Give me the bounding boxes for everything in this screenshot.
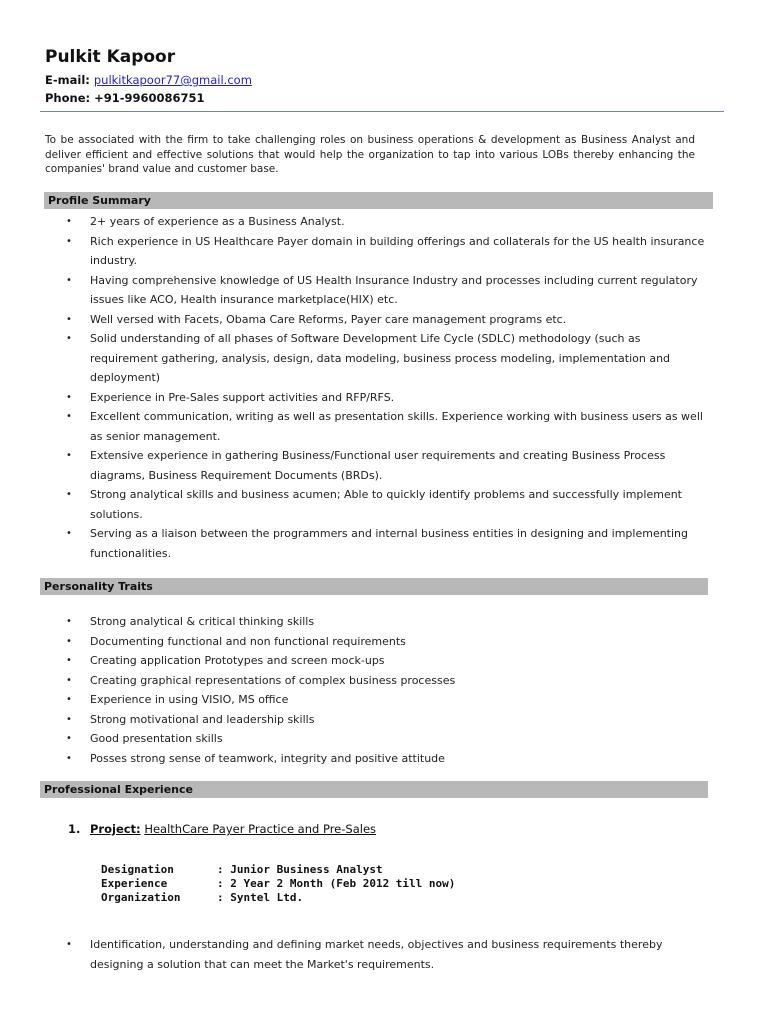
bullet-icon: • <box>66 674 72 686</box>
header-divider <box>40 111 724 112</box>
designation-value: : Junior Business Analyst <box>217 863 383 876</box>
project-number: 1. <box>68 822 81 836</box>
list-item: • Creating application Prototypes and screen mock-ups <box>45 651 709 671</box>
bullet-icon: • <box>66 694 72 705</box>
bullet-icon: • <box>66 489 72 500</box>
bullet-icon: • <box>66 313 72 325</box>
email-link[interactable]: pulkitkapoor77@gmail.com <box>93 73 252 87</box>
project-heading <box>68 822 376 836</box>
phone-line <box>45 91 205 105</box>
list-item: • Solid understanding of all phases of Software Development Life Cycle (SDLC) methodology (such as requirement gathering, analysis, design, data modeling, business process modeling, implementation and deployment) <box>45 329 709 388</box>
list-item: • Posses strong sense of teamwork, integrity and positive attitude <box>45 749 709 769</box>
section-personality-traits: Personality Traits <box>40 578 708 595</box>
list-item: • Having comprehensive knowledge of US Health Insurance Industry and processes including current regulatory issues like ACO, Health insurance marketplace(HIX) etc. <box>45 271 709 310</box>
candidate-name: Pulkit Kapoor <box>45 47 176 67</box>
experience-label: Experience <box>101 877 168 890</box>
section-profile-summary: Profile Summary <box>44 192 713 209</box>
list-item: • Rich experience in US Healthcare Payer domain in building offerings and collaterals for the US health insurance industry. <box>45 232 709 271</box>
project-label: Project: <box>90 822 141 836</box>
phone-number: +91-9960086751 <box>94 91 205 105</box>
email-label: E-mail: <box>45 73 94 87</box>
list-item: • Experience in using VISIO, MS office <box>45 690 709 710</box>
bullet-icon: • <box>66 216 72 227</box>
organization-row <box>101 891 455 905</box>
list-item: • Identification, understanding and defining market needs, objectives and business requirements thereby designing a solution that can meet the Market's requirements. <box>45 935 709 974</box>
bullet-icon: • <box>66 391 72 403</box>
phone-label: Phone: <box>45 91 95 105</box>
bullet-icon: • <box>66 274 72 286</box>
experience-row <box>101 877 455 891</box>
list-item: • 2+ years of experience as a Business Analyst. <box>45 212 709 232</box>
job-details <box>101 863 455 905</box>
organization-label: Organization <box>101 891 181 904</box>
list-item: • Creating graphical representations of complex business processes <box>45 671 709 691</box>
bullet-icon: • <box>66 733 72 744</box>
bullet-icon: • <box>66 635 72 647</box>
list-item: • Strong analytical skills and business acumen; Able to quickly identify problems and successfully implement solutions. <box>45 485 709 524</box>
bullet-icon: • <box>66 616 72 627</box>
personality-traits-list <box>45 612 709 768</box>
list-item: • Excellent communication, writing as well as presentation skills. Experience working with business users as well as senior management. <box>45 407 709 446</box>
objective-paragraph: To be associated with the firm to take challenging roles on business operations & development as Business Analyst and deliver efficient and effective solutions that would help the organization to tap into various LOBs thereby enhancing the companies' brand value and customer base. <box>45 134 695 175</box>
list-item: • Strong motivational and leadership skills <box>45 710 709 730</box>
list-item: • Strong analytical & critical thinking skills <box>45 612 709 632</box>
experience-list <box>45 935 709 974</box>
project-name: HealthCare Payer Practice and Pre-Sales <box>144 822 377 836</box>
experience-value: : 2 Year 2 Month (Feb 2012 till now) <box>217 877 456 890</box>
profile-summary-list <box>45 212 709 563</box>
list-item: • Documenting functional and non functional requirements <box>45 632 709 652</box>
bullet-icon: • <box>66 713 72 725</box>
list-item: • Extensive experience in gathering Business/Functional user requirements and creating Business Process diagrams, Business Requirement Documents (BRDs). <box>45 446 709 485</box>
list-item: • Serving as a liaison between the programmers and internal business entities in designing and implementing functionalities. <box>45 524 709 563</box>
list-item: • Experience in Pre-Sales support activities and RFP/RFS. <box>45 388 709 408</box>
email-line <box>45 73 252 87</box>
organization-value: : Syntel Ltd. <box>217 891 304 904</box>
designation-row <box>101 863 455 877</box>
bullet-icon: • <box>66 333 72 344</box>
list-item: • Good presentation skills <box>45 729 709 749</box>
designation-label: Designation <box>101 863 174 876</box>
bullet-icon: • <box>66 411 72 422</box>
bullet-icon: • <box>66 450 72 461</box>
section-professional-experience: Professional Experience <box>40 781 708 798</box>
bullet-icon: • <box>66 235 72 247</box>
bullet-icon: • <box>66 528 72 539</box>
bullet-icon: • <box>66 752 72 764</box>
list-item: • Well versed with Facets, Obama Care Reforms, Payer care management programs etc. <box>45 310 709 330</box>
bullet-icon: • <box>66 655 72 666</box>
bullet-icon: • <box>66 939 72 950</box>
